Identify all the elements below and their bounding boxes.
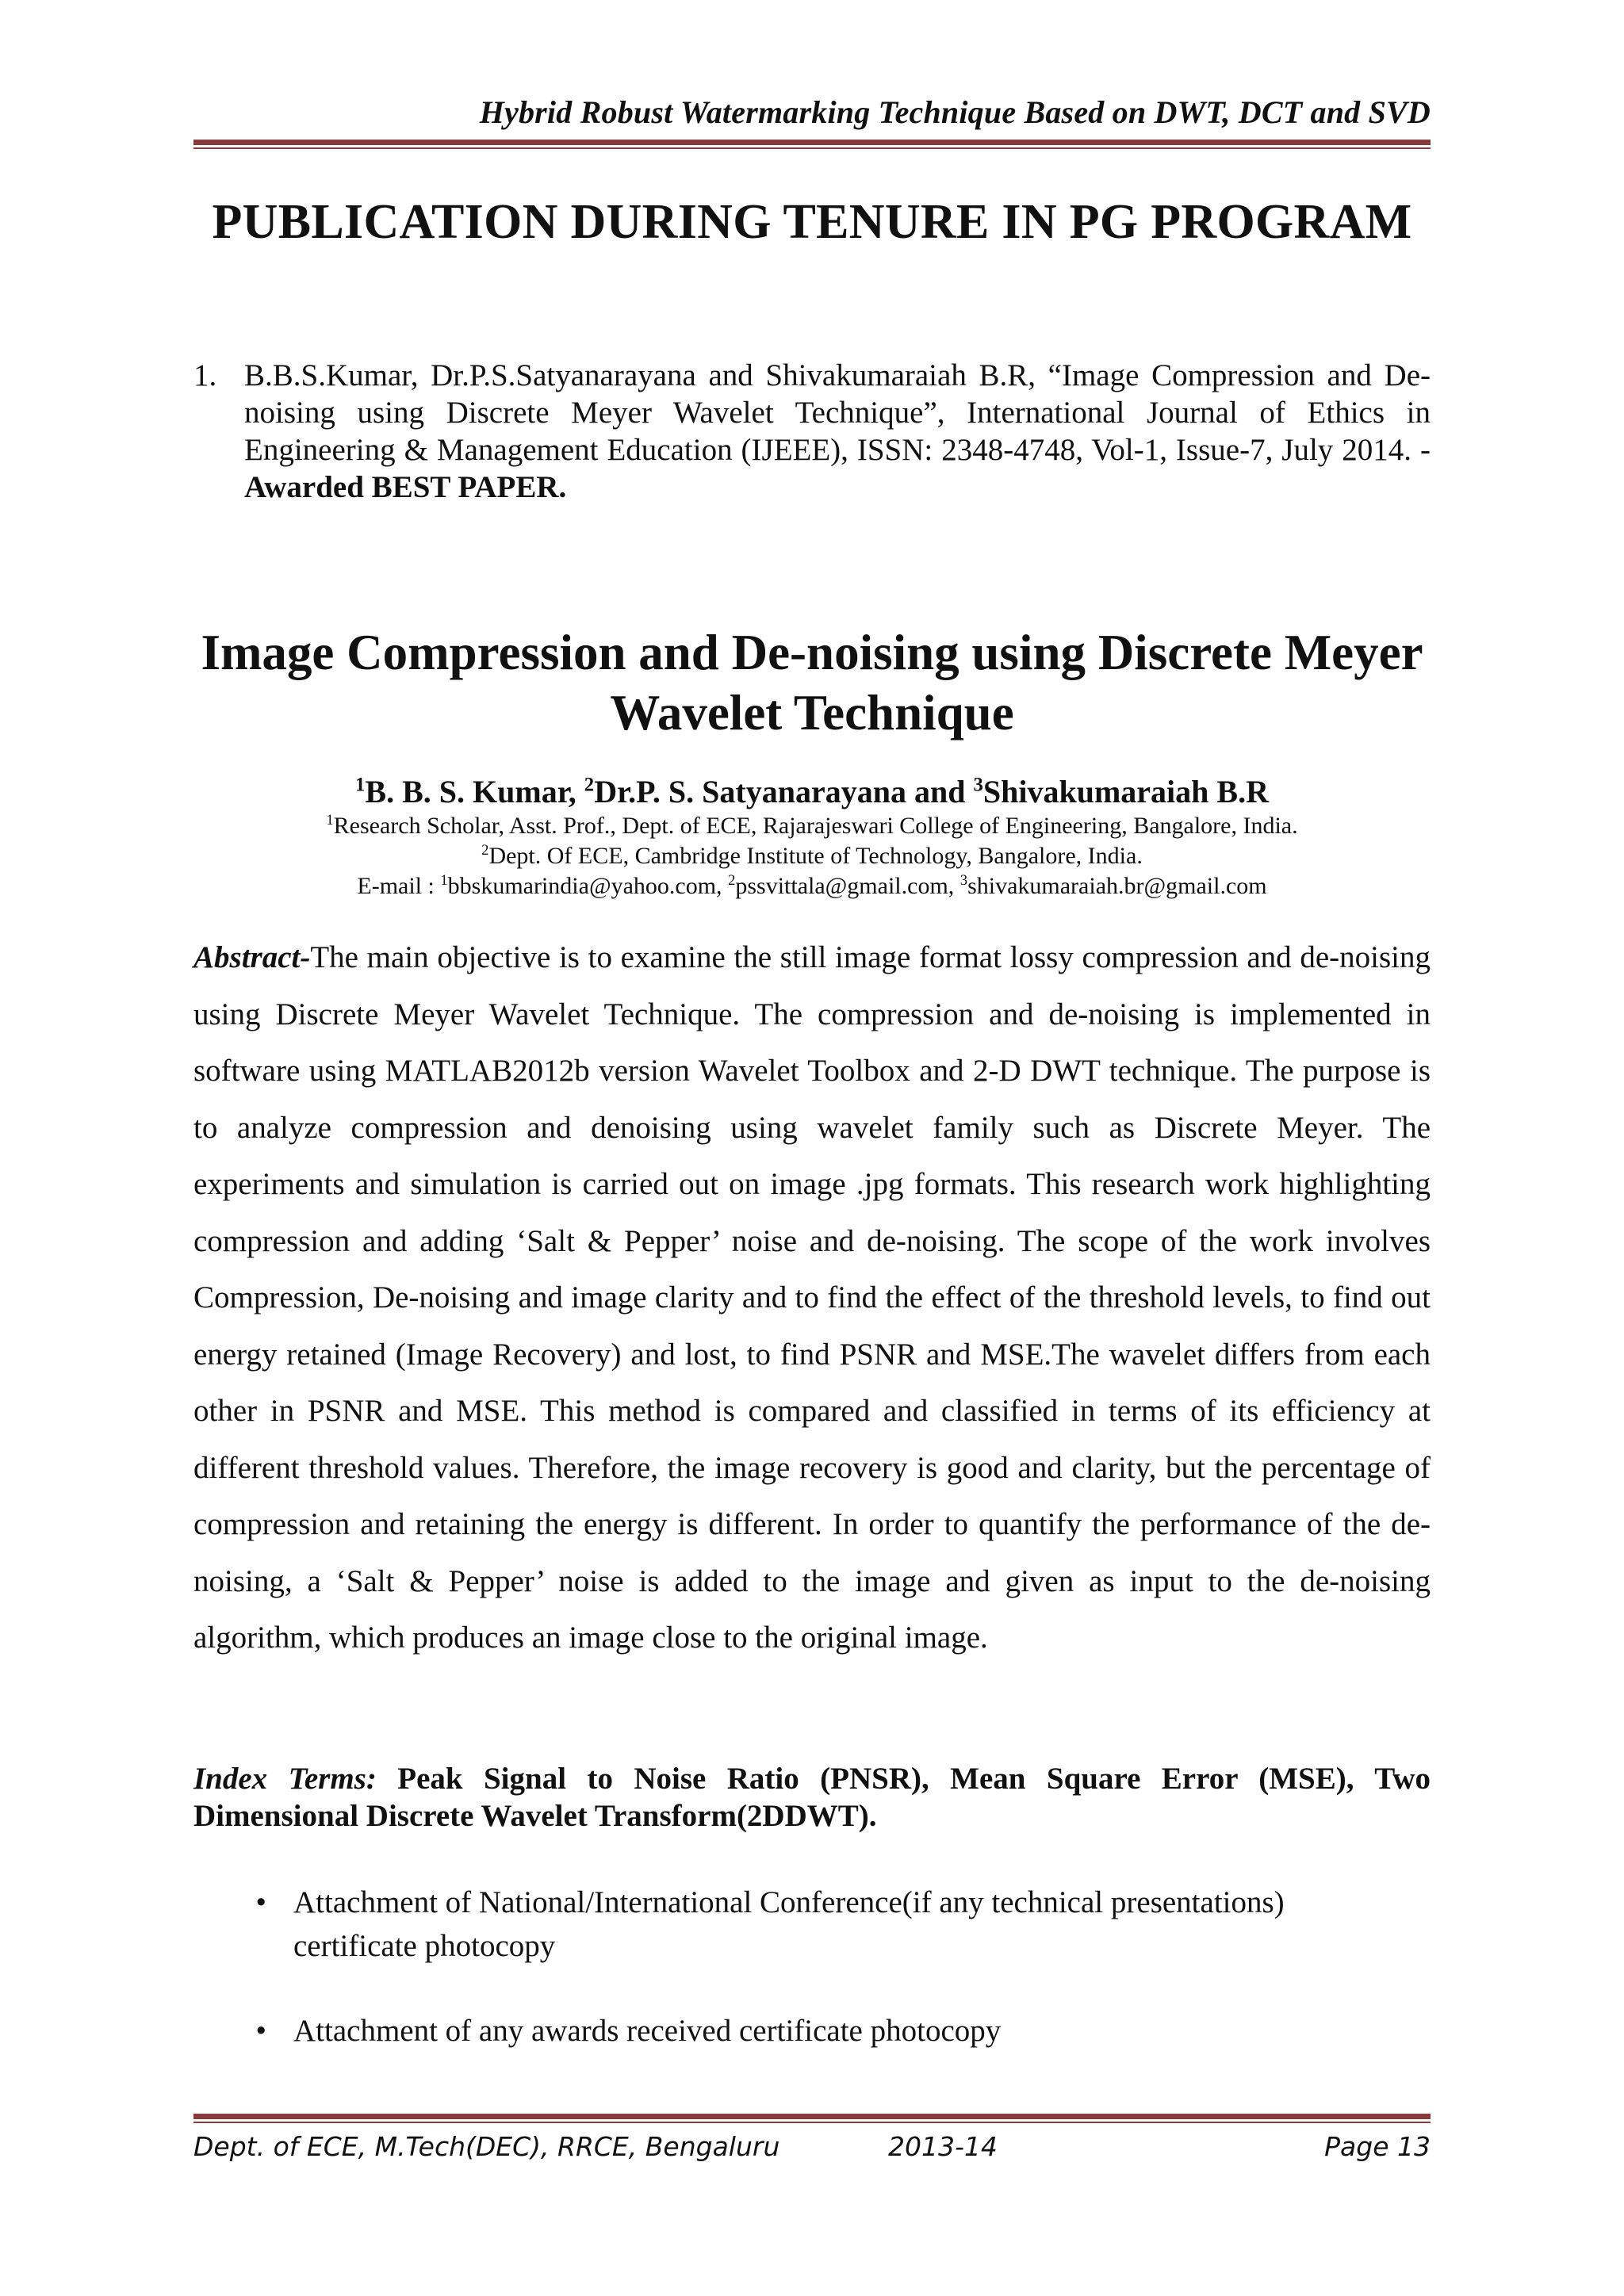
list-item bbox=[193, 1881, 1431, 1968]
email-2-marker: 2 bbox=[728, 872, 736, 889]
author-1: B. B. S. Kumar, bbox=[365, 774, 584, 809]
paper-authors bbox=[193, 773, 1431, 810]
affiliation-2-marker: 2 bbox=[481, 842, 489, 859]
abstract-label: Abstract- bbox=[193, 940, 311, 974]
bullet-icon: • bbox=[255, 2014, 266, 2048]
publication-number: 1. bbox=[193, 358, 217, 392]
affiliation-2-text: Dept. Of ECE, Cambridge Institute of Technology, Bangalore, India. bbox=[488, 843, 1143, 869]
list-item-text: Attachment of any awards received certificate photocopy bbox=[293, 2014, 1002, 2048]
affiliation-1-marker: 1 bbox=[326, 812, 334, 828]
publication-citation bbox=[244, 357, 1431, 506]
running-header-title: Hybrid Robust Watermarking Technique Based on DWT, DCT and SVD bbox=[479, 94, 1431, 130]
abstract-text: The main objective is to examine the still image format lossy compression and de-noising using Discrete Meyer Wavelet Technique. The compression and de-noising is implemented in software using MATLAB2012b version Wavelet Toolbox and 2-D DWT technique. The purpose is to analyze compression and denoising using wavelet family such as Discrete Meyer. The experiments and simulation is carried out on image .jpg formats. This research work highlighting compression and adding ‘Salt & Pepper’ noise and de-noising. The scope of the work involves Compression, De-noising and image clarity and to find the effect of the threshold levels, to find out energy retained (Image Recovery) and lost, to find PSNR and MSE.The wavelet differs from each other in PSNR and MSE. This method is compared and classified in terms of its efficiency at different threshold values. Therefore, the image recovery is good and clarity, but the percentage of compression and retaining the energy is different. In order to quantify the performance of the de-noising, a ‘Salt & Pepper’ noise is added to the image and given as input to the de-noising algorithm, which produces an image close to the original image. bbox=[193, 940, 1431, 1655]
publication-item bbox=[193, 357, 1431, 506]
index-terms bbox=[193, 1760, 1431, 1835]
affiliation-1-text: Research Scholar, Asst. Prof., Dept. of ECE, Rajarajeswari College of Engineering, Bangalore, India. bbox=[333, 813, 1298, 839]
email-3: shivakumaraiah.br@gmail.com bbox=[967, 873, 1267, 899]
author-3: Shivakumaraiah B.R bbox=[982, 774, 1269, 809]
index-terms-text: Peak Signal to Noise Ratio (PNSR), Mean Square Error (MSE), Two Dimensional Discrete Wavelet Transform(2DDWT). bbox=[193, 1762, 1431, 1833]
author-3-marker: 3 bbox=[973, 774, 983, 796]
email-1: bbskumarindia@yahoo.com, bbox=[447, 873, 729, 899]
author-2: Dr.P. S. Satyanarayana and bbox=[594, 774, 974, 809]
publication-list bbox=[193, 357, 1431, 506]
paper-title: Image Compression and De-noising using Discrete Meyer Wavelet Technique bbox=[201, 625, 1423, 740]
email-label: E-mail : bbox=[357, 873, 441, 899]
index-terms-label: Index Terms: bbox=[193, 1762, 377, 1796]
list-item-text: Attachment of National/International Conference(if any technical presentations) certificate photocopy bbox=[293, 1885, 1285, 1963]
footer-page-number: Page 13 bbox=[1324, 2131, 1431, 2162]
award-note: Awarded BEST PAPER. bbox=[244, 470, 567, 504]
email-3-marker: 3 bbox=[959, 872, 968, 889]
bullet-icon: • bbox=[255, 1885, 266, 1919]
author-emails bbox=[193, 873, 1431, 900]
attachment-list bbox=[193, 1881, 1431, 2094]
email-2: pssvittala@gmail.com, bbox=[735, 873, 960, 899]
list-item bbox=[193, 2009, 1431, 2053]
footer-year: 2013-14 bbox=[888, 2131, 998, 2162]
author-2-marker: 2 bbox=[584, 774, 595, 796]
affiliation-1 bbox=[193, 813, 1431, 840]
citation-text: B.B.S.Kumar, Dr.P.S.Satyanarayana and Shivakumaraiah B.R, “Image Compression and De-noising using Discrete Meyer Wavelet Technique”, International Journal of Ethics in Engineering & Management Education (IJEEE), ISSN: 2348-4748, Vol-1, Issue-7, July 2014. - bbox=[244, 358, 1431, 467]
email-1-marker: 1 bbox=[440, 872, 448, 889]
affiliation-2 bbox=[193, 843, 1431, 870]
footer-department: Dept. of ECE, M.Tech(DEC), RRCE, Bengaluru bbox=[193, 2131, 780, 2162]
section-title: PUBLICATION DURING TENURE IN PG PROGRAM bbox=[212, 195, 1412, 249]
author-1-marker: 1 bbox=[355, 774, 366, 796]
footer-rule bbox=[193, 2114, 1431, 2123]
abstract bbox=[193, 929, 1431, 1667]
header-rule bbox=[193, 140, 1431, 149]
